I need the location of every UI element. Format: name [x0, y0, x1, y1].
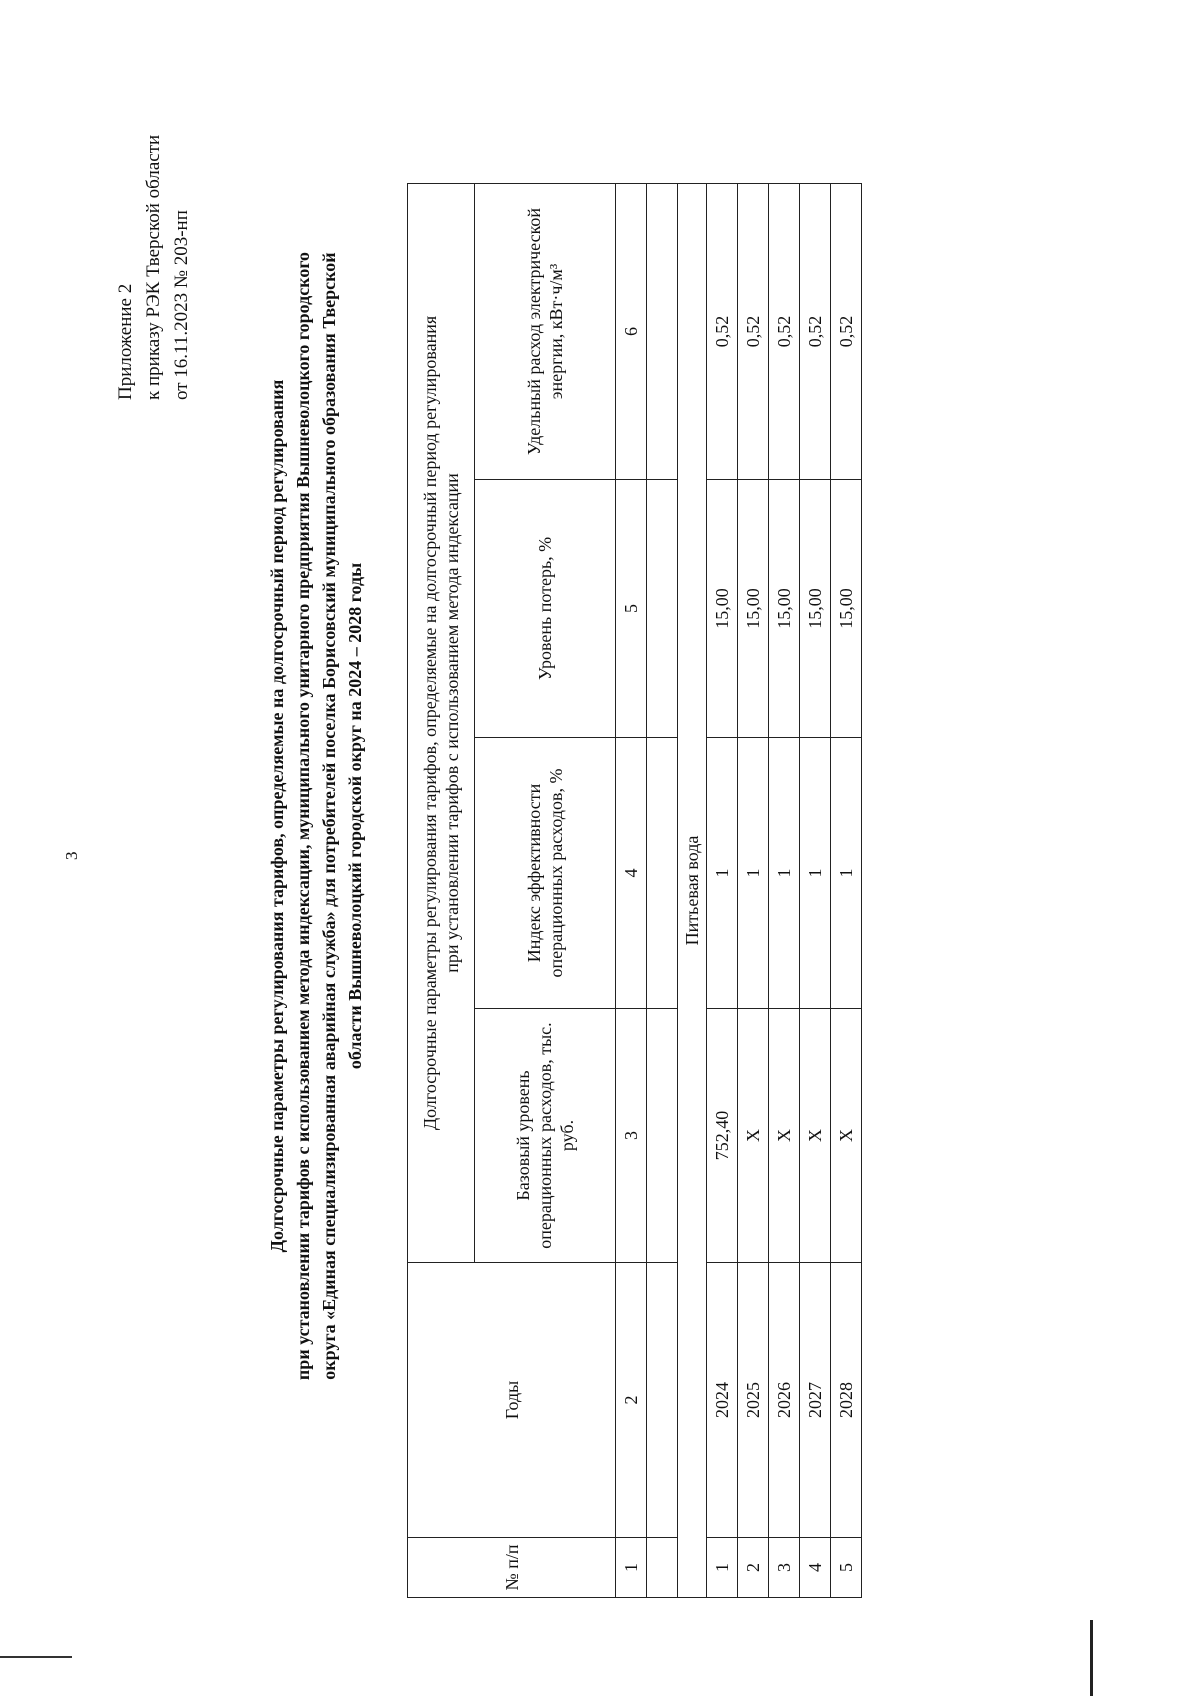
cell-year: 2026: [769, 1263, 800, 1538]
header-group-line-1: Долгосрочные параметры регулирования тарифов, определяемые на долгосрочный период регулирования: [420, 315, 440, 1131]
cell-energy: 0,52: [738, 184, 769, 480]
cell-losses: 15,00: [738, 480, 769, 738]
column-index: 5: [616, 480, 647, 738]
cell-energy: 0,52: [800, 184, 831, 480]
cell-losses: 15,00: [707, 480, 738, 738]
header-efficiency: Индекс эффективности операционных расходов, %: [475, 738, 616, 1009]
column-index: 1: [616, 1538, 647, 1598]
column-index: 2: [616, 1263, 647, 1538]
cell-num: 4: [800, 1538, 831, 1598]
table-row: [738, 184, 769, 1598]
cell-energy: 0,52: [707, 184, 738, 480]
cell-num: 3: [769, 1538, 800, 1598]
cell-efficiency: 1: [831, 738, 862, 1009]
cell-num: 2: [738, 1538, 769, 1598]
column-index: 4: [616, 738, 647, 1009]
cell-year: 2028: [831, 1263, 862, 1538]
section-title: Питьевая вода: [678, 184, 707, 1598]
cell-efficiency: 1: [769, 738, 800, 1009]
parameters-table: [407, 183, 862, 1598]
spacer-cell: [647, 184, 678, 480]
page-number: 3: [62, 851, 81, 860]
cell-year: 2027: [800, 1263, 831, 1538]
cell-year: 2025: [738, 1263, 769, 1538]
appendix-block: [112, 135, 196, 400]
scan-edge-line: [1090, 1620, 1103, 1696]
table-row: [769, 184, 800, 1598]
cell-year: 2024: [707, 1263, 738, 1538]
cell-base: Х: [831, 1009, 862, 1263]
table-row: [707, 184, 738, 1598]
cell-efficiency: 1: [738, 738, 769, 1009]
spacer-cell: [647, 1263, 678, 1538]
header-base-level: Базовый уровень операционных расходов, тыс. руб.: [475, 1009, 616, 1263]
appendix-line-3: от 16.11.2023 № 203-нп: [171, 210, 192, 400]
column-index: 3: [616, 1009, 647, 1263]
appendix-line-1: Приложение 2: [115, 283, 136, 400]
column-index: 6: [616, 184, 647, 480]
cell-efficiency: 1: [800, 738, 831, 1009]
table-row: [800, 184, 831, 1598]
cell-energy: 0,52: [769, 184, 800, 480]
section-row: [678, 184, 707, 1598]
scan-mark: [0, 1656, 72, 1658]
header-years: Годы: [408, 1263, 616, 1538]
cell-efficiency: 1: [707, 738, 738, 1009]
spacer-row: [647, 184, 678, 1598]
spacer-cell: [647, 738, 678, 1009]
cell-num: 5: [831, 1538, 862, 1598]
cell-losses: 15,00: [800, 480, 831, 738]
cell-num: 1: [707, 1538, 738, 1598]
header-group: [408, 184, 475, 1263]
title-line-2: при установлении тарифов с использованием метода индексации, муниципального унитарного предприятия Вышневолоцкого городского: [293, 251, 313, 1381]
cell-base: Х: [800, 1009, 831, 1263]
header-energy: Удельный расход электрической энергии, кВт·ч/м³: [475, 184, 616, 480]
spacer-cell: [647, 480, 678, 738]
spacer-cell: [647, 1009, 678, 1263]
cell-losses: 15,00: [769, 480, 800, 738]
cell-base: Х: [738, 1009, 769, 1263]
header-group-line-2: при установлении тарифов с использованием метода индексации: [442, 473, 462, 973]
table-row: [831, 184, 862, 1598]
column-index-row: [616, 184, 647, 1598]
cell-base: Х: [769, 1009, 800, 1263]
header-num: № п/п: [408, 1538, 616, 1598]
appendix-line-2: к приказу РЭК Тверской области: [143, 134, 164, 400]
spacer-cell: [647, 1538, 678, 1598]
header-row-1: [408, 184, 475, 1598]
cell-losses: 15,00: [831, 480, 862, 738]
title-line-3: округа «Единая специализированная аварийная служба» для потребителей поселка Борисовский муниципального образования Тверской: [319, 252, 339, 1380]
title-line-4: области Вышневолоцкий городской округ на 2024 – 2028 годы: [345, 562, 365, 1070]
document-title: [264, 76, 368, 1556]
header-losses: Уровень потерь, %: [475, 480, 616, 738]
title-line-1: Долгосрочные параметры регулирования тарифов, определяемые на долгосрочный период регулирования: [267, 379, 287, 1253]
cell-base: 752,40: [707, 1009, 738, 1263]
cell-energy: 0,52: [831, 184, 862, 480]
